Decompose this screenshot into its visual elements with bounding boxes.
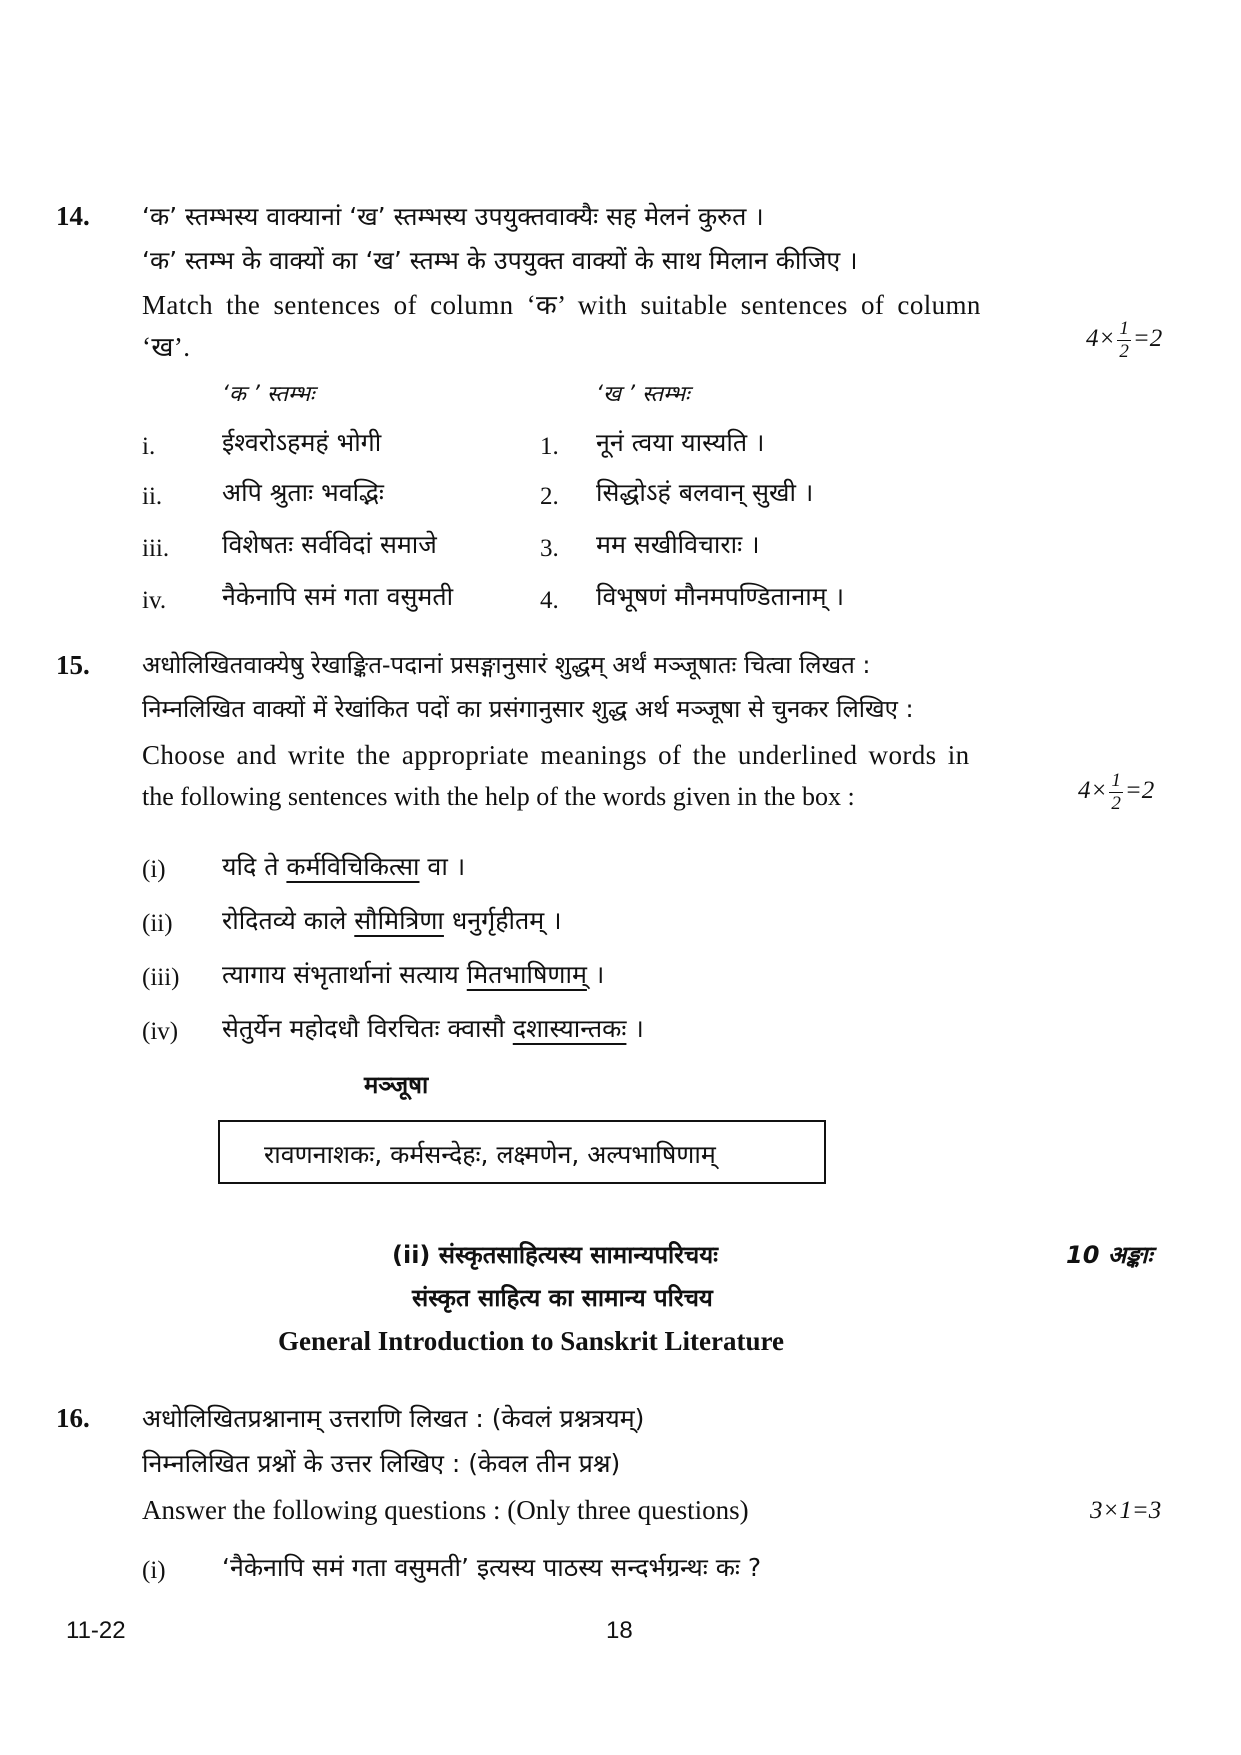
q15-item: सेतुर्येन महोदधौ विरचितः क्वासौ दशास्यान्तकः । — [222, 1014, 644, 1043]
q15-item: त्यागाय संभृतार्थानां सत्याय मितभाषिणाम् । — [222, 960, 605, 989]
col-b-label: 2. — [540, 483, 559, 510]
q15-item-label: (i) — [142, 856, 166, 883]
col-b-label: 4. — [540, 587, 559, 614]
q14-marks: 4× $\frac{1}{2}$ =2 — [1086, 318, 1163, 362]
q15-english-instruction: Choose and write the appropriate meanings of the underlined words in — [142, 740, 970, 770]
q15-hindi-instruction: निम्नलिखित वाक्यों में रेखांकित पदों का प्रसंगानुसार शुद्ध अर्थ मञ्जूषा से चुनकर लिखिए : — [142, 695, 914, 723]
col-a-item: नैकेनापि समं गता वसुमती — [222, 582, 454, 611]
question-number: 16. — [56, 1403, 90, 1433]
page-number: 18 — [606, 1617, 633, 1644]
col-b-item: विभूषणं मौनमपण्डितानाम् । — [596, 582, 845, 611]
q14-sanskrit-instruction: ‘क’ स्तम्भस्य वाक्यानां ‘ख’ स्तम्भस्य उपयुक्तवाक्यैः सह मेलनं कुरुत । — [142, 202, 764, 231]
q14-english-instruction: Match the sentences of column ‘क’ with suitable sentences of column — [142, 290, 981, 320]
column-a-heading: ‘क ’ स्तम्भः — [222, 382, 315, 407]
word-box-title: मञ्जूषा — [364, 1071, 429, 1099]
word-box-words: रावणनाशकः, कर्मसन्देहः, लक्ष्मणेन, अल्पभाषिणाम् — [264, 1140, 716, 1169]
col-a-item: विशेषतः सर्वविदां समाजे — [222, 530, 437, 559]
q14-english-instruction-cont: ‘ख’. — [142, 332, 191, 362]
q16-hindi-instruction: निम्नलिखित प्रश्नों के उत्तर लिखिए : (केवल तीन प्रश्न) — [142, 1449, 621, 1478]
q16-sanskrit-instruction: अधोलिखितप्रश्नानाम् उत्तराणि लिखत : (केवलं प्रश्नत्रयम्) — [142, 1404, 645, 1433]
q15-item: रोदितव्ये काले सौमित्रिणा धनुर्गृहीतम् । — [222, 906, 562, 935]
col-a-item: ईश्वरोऽहमहं भोगी — [222, 428, 382, 457]
q15-item: यदि ते कर्मविचिकित्सा वा । — [222, 852, 466, 881]
q16-marks: 3×1=3 — [1090, 1497, 1162, 1524]
section-title-sanskrit: (ii) संस्कृतसाहित्यस्य सामान्यपरिचयः — [392, 1241, 718, 1269]
section-marks: 10 अङ्काः — [1066, 1241, 1153, 1269]
col-a-label: iii. — [142, 535, 170, 562]
col-b-item: नूनं त्वया यास्यति । — [596, 428, 765, 457]
q15-item-label: (ii) — [142, 910, 173, 937]
col-a-item: अपि श्रुताः भवद्भिः — [222, 478, 384, 507]
question-number: 14. — [56, 201, 90, 231]
col-a-label: iv. — [142, 587, 167, 614]
q15-marks: 4× $\frac{1}{2}$ =2 — [1078, 770, 1155, 814]
q16-item-label: (i) — [142, 1557, 166, 1584]
col-a-label: ii. — [142, 483, 163, 510]
q16-english-instruction: Answer the following questions : (Only three questions) — [142, 1495, 749, 1525]
q15-item-label: (iv) — [142, 1018, 179, 1045]
paper-code: 11-22 — [66, 1617, 126, 1644]
col-b-item: सिद्धोऽहं बलवान् सुखी । — [596, 478, 814, 507]
column-b-heading: ‘ख ’ स्तम्भः — [596, 382, 690, 407]
question-number: 15. — [56, 650, 90, 680]
q14-hindi-instruction: ‘क’ स्तम्भ के वाक्यों का ‘ख’ स्तम्भ के उपयुक्त वाक्यों के साथ मिलान कीजिए । — [142, 246, 858, 275]
col-a-label: i. — [142, 433, 156, 460]
col-b-label: 1. — [540, 433, 559, 460]
q15-item-label: (iii) — [142, 964, 180, 991]
col-b-item: मम सखीविचाराः । — [596, 530, 760, 559]
col-b-label: 3. — [540, 535, 559, 562]
q16-item: ‘नैकेनापि समं गता वसुमती’ इत्यस्य पाठस्य सन्दर्भग्रन्थः कः ? — [222, 1553, 762, 1582]
q15-english-instruction-cont: the following sentences with the help of the words given in the box : — [142, 782, 855, 811]
section-title-english: General Introduction to Sanskrit Literature — [278, 1326, 784, 1356]
q15-sanskrit-instruction: अधोलिखितवाक्येषु रेखाङ्कित-पदानां प्रसङ्गानुसारं शुद्धम् अर्थं मञ्जूषातः चित्वा लिखत : — [142, 651, 871, 679]
section-title-hindi: संस्कृत साहित्य का सामान्य परिचय — [412, 1284, 713, 1312]
